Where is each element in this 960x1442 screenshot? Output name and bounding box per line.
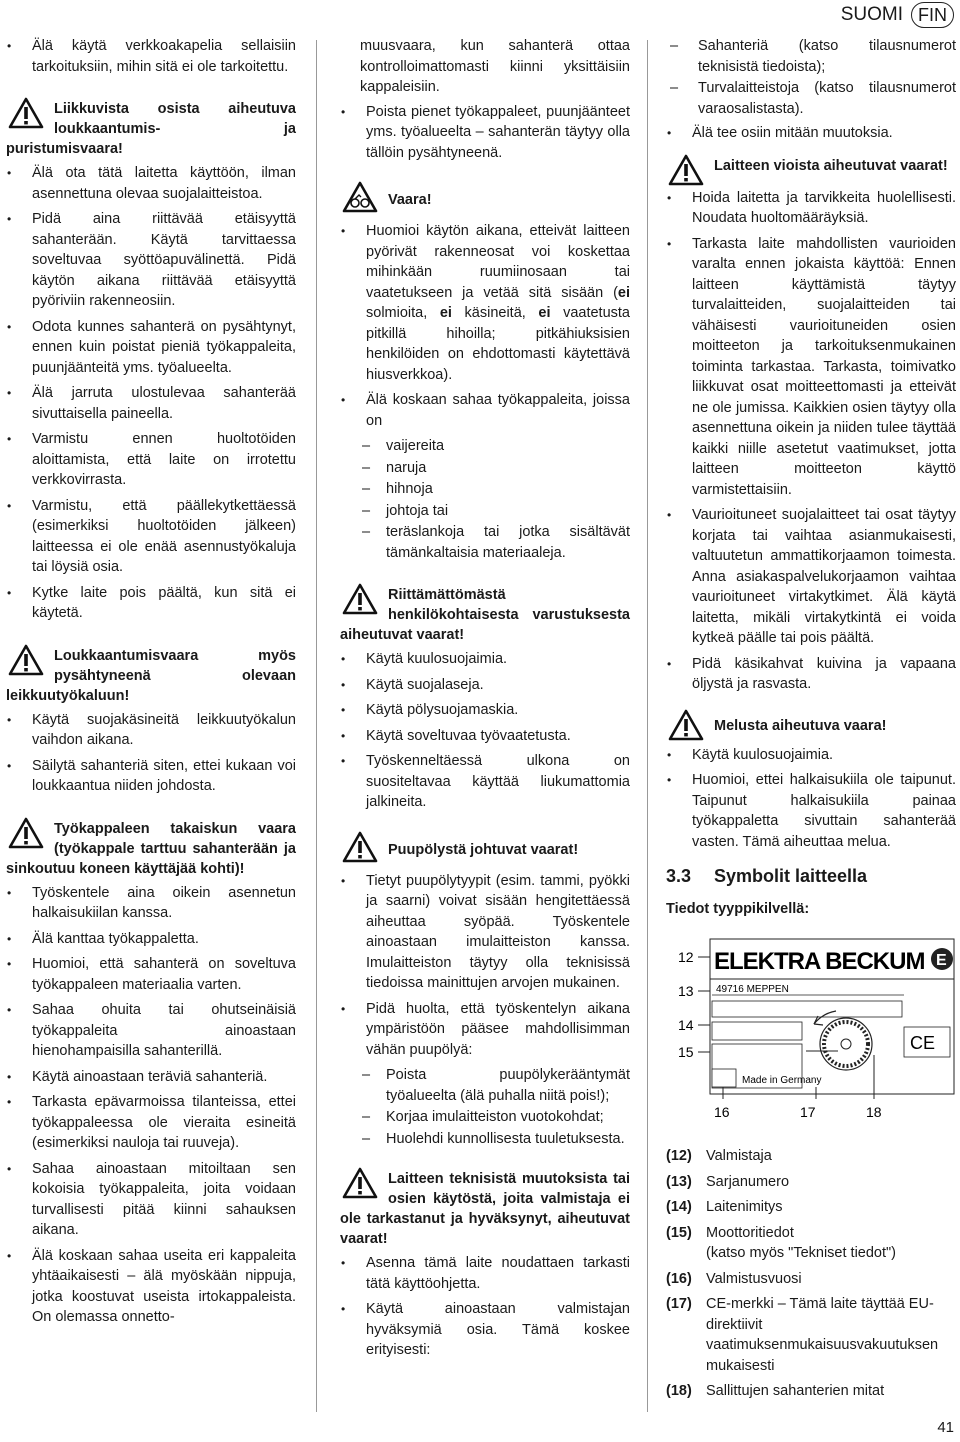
list-item: • Älä käytä verkkoakapelia sellaisiin tarkoituksiin, mihin sitä ei ole tarkoitettu. <box>6 36 296 77</box>
list-item: • Poista pienet työkappaleet, puunjäänteet yms. työalueelta – sahanterän täytyy olla tällöin pysähtyneenä. <box>340 102 630 164</box>
list-item: • Tarkasta epävarmoissa tilanteissa, ettei työkappaleessa ole vieraita esineitä (esimerkiksi nauloja tai ruuveja). <box>6 1092 296 1154</box>
legend-text: (katso myös "Tekniset tiedot") <box>706 1245 897 1261</box>
brand-logo: ELEKTRA BECKUM <box>714 948 925 975</box>
bullet-list <box>6 883 296 1328</box>
bullet-list <box>340 221 630 431</box>
legend-text: Sarjanumero <box>706 1173 790 1190</box>
warning-title: Laitteen teknisistä muutoksista tai osien käytöstä, joita valmistaja ei ole tarkastanut ja hyväksynyt, aiheutuvat vaarat! <box>340 1171 630 1247</box>
legend-code: (18) <box>666 1383 692 1399</box>
warning-triangle-icon <box>8 817 46 851</box>
warning-triangle-icon <box>8 97 46 131</box>
list-item: – vaijereita <box>340 436 630 457</box>
list-item: • Huomioi, että sahanterä on soveltuva työkappaleen materiaalia varten. <box>6 954 296 995</box>
callout-number: 16 <box>714 1104 730 1120</box>
warning-title: Liikkuvista osista aiheutuva loukkaantumis- ja puristumisvaara! <box>6 101 296 157</box>
bullet-list <box>6 163 296 624</box>
plate-legend <box>666 1146 956 1402</box>
list-item: • Älä tee osiin mitään muutoksia. <box>666 123 956 144</box>
list-item: • Varmistu, että päällekytkettäessä (esimerkiksi huoltotöiden jälkeen) laitteessa ei ole enää asennustyökaluja tai löysiä osia. <box>6 496 296 578</box>
legend-text: Sallittujen sahanterien mitat <box>706 1383 885 1399</box>
legend-text: Valmistaja <box>706 1148 772 1164</box>
legend-code: (16) <box>666 1270 692 1287</box>
legend-row <box>666 1172 956 1193</box>
callout-number: 12 <box>678 949 694 965</box>
list-item: • Varmistu ennen huoltotöiden aloittamista, että laite on irrotettu verkkovirrasta. <box>6 429 296 491</box>
list-item: • Älä kanttaa työkappaletta. <box>6 929 296 950</box>
list-item: • Sahaa ainoastaan mitoiltaan sen kokoisia työkappaleita, joita voidaan turvallisesti pitää kiinni sahauksen aikana. <box>6 1159 296 1241</box>
warning-title: Vaara! <box>388 192 432 208</box>
bullet-list <box>666 188 956 695</box>
list-item: • Asenna tämä laite noudattaen tarkasti tätä käyttöohjetta. <box>340 1253 630 1294</box>
list-item: • Sahaa ohuita tai ohutseinäisiä työkappaleita ainoastaan hienohampaisilla sahanterillä. <box>6 1000 296 1062</box>
list-item: – naruja <box>340 458 630 479</box>
legend-code: (14) <box>666 1199 692 1215</box>
warning-heading <box>340 585 630 645</box>
callout-number: 17 <box>800 1104 816 1120</box>
list-item: • Älä jarruta ulostulevaa sahanterää sivuttaisella paineella. <box>6 383 296 424</box>
column-3 <box>666 36 956 1407</box>
list-item: – johtoja tai <box>340 501 630 522</box>
section-heading <box>666 866 956 887</box>
made-in-label: Made in Germany <box>742 1075 822 1086</box>
dash-list <box>340 1065 630 1149</box>
list-item: • Käytä ainoastaan valmistajan hyväksymiä osia. Tämä koskee erityisesti: <box>340 1299 630 1361</box>
list-item: • Huomioi käytön aikana, etteivät laitteen pyörivät rakenneosat voi koskettaa mihinkään ruumiinosaan tai vaatetukseen ja vetää sitä sisään (ei solmioita, ei käsineitä, ei vaatetusta pitkillä hihoilla; pitkähiuksisien henkilöiden on ehdottomasti käytettävä hiusverkkoa). <box>340 221 630 385</box>
list-item: • Älä koskaan sahaa useita eri kappaleita yhtäaikaisesti – älä myöskään nippuja, jotka koostuvat useista irtokappaleista. On olemassa onnetto- <box>6 1246 296 1328</box>
bullet-list <box>340 871 630 1061</box>
page-header <box>841 2 954 28</box>
warning-heading <box>666 156 956 176</box>
column-divider <box>647 40 648 1412</box>
legend-code: (17) <box>666 1296 692 1312</box>
warning-heading <box>6 819 296 879</box>
bullet-list <box>340 649 630 813</box>
column-2 <box>340 36 630 1366</box>
legend-row <box>666 1269 956 1290</box>
warning-triangle-icon <box>342 1167 380 1201</box>
list-item: • Käytä suojalaseja. <box>340 675 630 696</box>
list-item: – Turvalaitteistoja (katso tilausnumerot varaosalistasta). <box>666 78 956 119</box>
list-item: • Käytä kuulosuojaimia. <box>666 745 956 766</box>
callout-number: 15 <box>678 1044 694 1060</box>
bullet-list <box>340 102 630 164</box>
list-item: • Odota kunnes sahanterä on pysähtynyt, ennen kuin poistat pieniä työkappaleita, puunjäänteitä yms. työalueelta. <box>6 317 296 379</box>
language-label: SUOMI <box>840 3 903 25</box>
dash-list <box>666 36 956 119</box>
list-item: • Tarkasta laite mahdollisten vaurioiden varalta ennen jokaista käyttöä: Ennen laitteen käyttämistä täytyy turvalaitteiden, suojalaitteiden tai vähäisesti vaurioituneiden osien moitteeton ja tarkoituksenmukainen toiminta tarkastaa. Tarkasta, toimivatko liikkuvat osat moitteettomasti ja etteivät ne ole jumissa. Kaikkien osien täytyy olla asennettuna oikein ja niiden tulee täyttää kaikki niille asetetut vaatimukset, jotta laitteen moitteeton käyttö varmistettaisiin. <box>666 234 956 501</box>
type-plate-figure <box>666 929 956 1134</box>
list-item: • Käytä kuulosuojaimia. <box>340 649 630 670</box>
warning-triangle-icon <box>342 583 380 617</box>
legend-row <box>666 1146 956 1167</box>
legend-text: Moottoritiedot <box>706 1224 794 1241</box>
type-plate-illustration <box>666 929 956 1134</box>
list-item: • Käytä pölysuojamaskia. <box>340 700 630 721</box>
warning-heading <box>6 646 296 706</box>
list-item: • Käytä soveltuvaa työvaatetusta. <box>340 726 630 747</box>
warning-heading <box>340 833 630 867</box>
list-item: – Sahanteriä (katso tilausnumerot teknisistä tiedoista); <box>666 36 956 77</box>
list-item: • Hoida laitetta ja tarvikkeita huolellisesti. Noudata huoltomääräyksiä. <box>666 188 956 229</box>
warning-heading <box>6 99 296 159</box>
warning-title: Työkappaleen takaiskun vaara (työkappale tarttuu sahanterään ja sinkoutuu koneen käyttäjää kohti)! <box>6 820 296 877</box>
legend-row <box>666 1381 956 1402</box>
language-code-badge: FIN <box>911 2 954 28</box>
list-item: • Pidä huolta, että työskentelyn aikana ympäristöön pääsee mahdollisimman vähän puupölyä: <box>340 999 630 1061</box>
bullet-list <box>6 36 296 77</box>
warning-title: Riittämättömästä henkilökohtaisesta varustuksesta aiheutuvat vaarat! <box>340 587 630 643</box>
column-1 <box>6 36 296 1333</box>
warning-triangle-icon <box>342 831 380 865</box>
list-item: • Huomioi, ettei halkaisukiila ole taipunut. Taipunut halkaisukiila painaa työkappaletta sivuttain sahanterää vasten. Tämä aiheuttaa melua. <box>666 770 956 852</box>
list-item: – Huolehdi kunnollisesta tuuletuksesta. <box>340 1129 630 1150</box>
list-item: – hihnoja <box>340 479 630 500</box>
page-number: 41 <box>937 1418 954 1436</box>
legend-row <box>666 1223 956 1264</box>
dash-list <box>340 436 630 563</box>
list-item: • Tietyt puupölytyypit (esim. tammi, pyökki ja saarni) voivat sisään hengitettäessä aiheuttaa syöpää. Työskentele ainoastaan imulaitteiston kanssa. Imulaitteiston täytyy olla teknisissä tiedoissa mainittujen arvojen mukainen. <box>340 871 630 994</box>
warning-triangle-icon <box>8 644 46 678</box>
list-item: • Työskentele aina oikein asennetun halkaisukiilan kanssa. <box>6 883 296 924</box>
legend-code: (13) <box>666 1173 692 1190</box>
plate-heading: Tiedot tyyppikilvellä: <box>666 900 810 917</box>
warning-heading <box>340 1169 630 1249</box>
list-item: – Korjaa imulaitteiston vuotokohdat; <box>340 1107 630 1128</box>
list-item: – teräslankoja tai jotka sisältävät tämänkaltaisia materiaaleja. <box>340 522 630 563</box>
warning-title: Laitteen vioista aiheutuvat vaarat! <box>714 157 948 174</box>
list-item: • Työskenneltäessä ulkona on suositeltavaa käyttää liukumattomia jalkineita. <box>340 751 630 813</box>
list-item: • Käytä suojakäsineitä leikkuutyökalun vaihdon aikana. <box>6 710 296 751</box>
legend-text: Valmistusvuosi <box>706 1270 802 1287</box>
warning-triangle-icon <box>668 154 706 188</box>
list-item: • Älä koskaan sahaa työkappaleita, joissa on <box>340 390 630 431</box>
warning-heading <box>340 183 630 217</box>
callout-number: 14 <box>678 1017 694 1033</box>
warning-triangle-icon <box>668 709 706 743</box>
legend-row <box>666 1294 956 1376</box>
callout-number: 13 <box>678 983 694 999</box>
bullet-list <box>666 745 956 853</box>
legend-text: Laitenimitys <box>706 1199 783 1215</box>
continuation-text: muusvaara, kun sahanterä ottaa kontrolloimattomasti kiinni yksittäisiin kappaleisiin. <box>360 38 630 95</box>
list-item: • Säilytä sahanteriä siten, ettei kukaan voi loukkaantua niiden johdosta. <box>6 756 296 797</box>
legend-code: (12) <box>666 1148 692 1164</box>
callout-number: 18 <box>866 1104 882 1120</box>
section-number: 3.3 <box>666 866 692 886</box>
bullet-list <box>340 1253 630 1361</box>
list-item: – Poista puupölykerääntymät työalueelta (älä puhalla niitä pois!); <box>340 1065 630 1106</box>
legend-text: CE-merkki – Tämä laite täyttää EU-direktiivit vaatimuksenmukaisuusvakuutuksen mukaisesti <box>706 1296 939 1374</box>
warning-heading <box>666 711 956 741</box>
list-item: • Käytä ainoastaan teräviä sahanteriä. <box>6 1067 296 1088</box>
svg-text:E: E <box>936 952 947 969</box>
ce-mark: CE <box>910 1033 936 1053</box>
bullet-list <box>666 123 956 144</box>
hand-entanglement-warning-icon <box>342 181 380 215</box>
warning-title: Puupölystä johtuvat vaarat! <box>388 841 579 858</box>
column-divider <box>316 40 317 1412</box>
warning-title: Melusta aiheutuva vaara! <box>714 717 887 734</box>
bullet-list <box>6 710 296 797</box>
list-item: • Älä ota tätä laitetta käyttöön, ilman asennettuna olevaa suojalaitteistoa. <box>6 163 296 204</box>
legend-code: (15) <box>666 1224 692 1241</box>
list-item: • Vaurioituneet suojalaitteet tai osat täytyy korjata tai vaihtaa asianmukaisesti, valtuutetun ammattikorjaamon toimesta. Anna asiakaspalvelukorjaamon vaihtaa vaurioituneet virtakytkimet. Älä käytä laitetta, mikäli virtakytkintä ei voida kytkeä päälle tai pois päältä. <box>666 505 956 649</box>
section-title: Symbolit laitteella <box>714 866 868 886</box>
list-item: • Kytke laite pois päältä, kun sitä ei käytetä. <box>6 583 296 624</box>
list-item: • Pidä aina riittävää etäisyyttä sahanterään. Käytä tarvittaessa soveltuvaa syöttöapuvälinettä. Pidä käytön aikana riittävää etäisyyttä pyöriviin rakenneosiin. <box>6 209 296 312</box>
warning-title: Loukkaantumisvaara myös pysähtyneenä olevaan leikkuutyökaluun! <box>6 647 296 704</box>
manufacturer-address: 49716 MEPPEN <box>716 984 789 995</box>
legend-row <box>666 1197 956 1218</box>
list-item: • Pidä käsikahvat kuivina ja vapaana öljystä ja rasvasta. <box>666 654 956 695</box>
